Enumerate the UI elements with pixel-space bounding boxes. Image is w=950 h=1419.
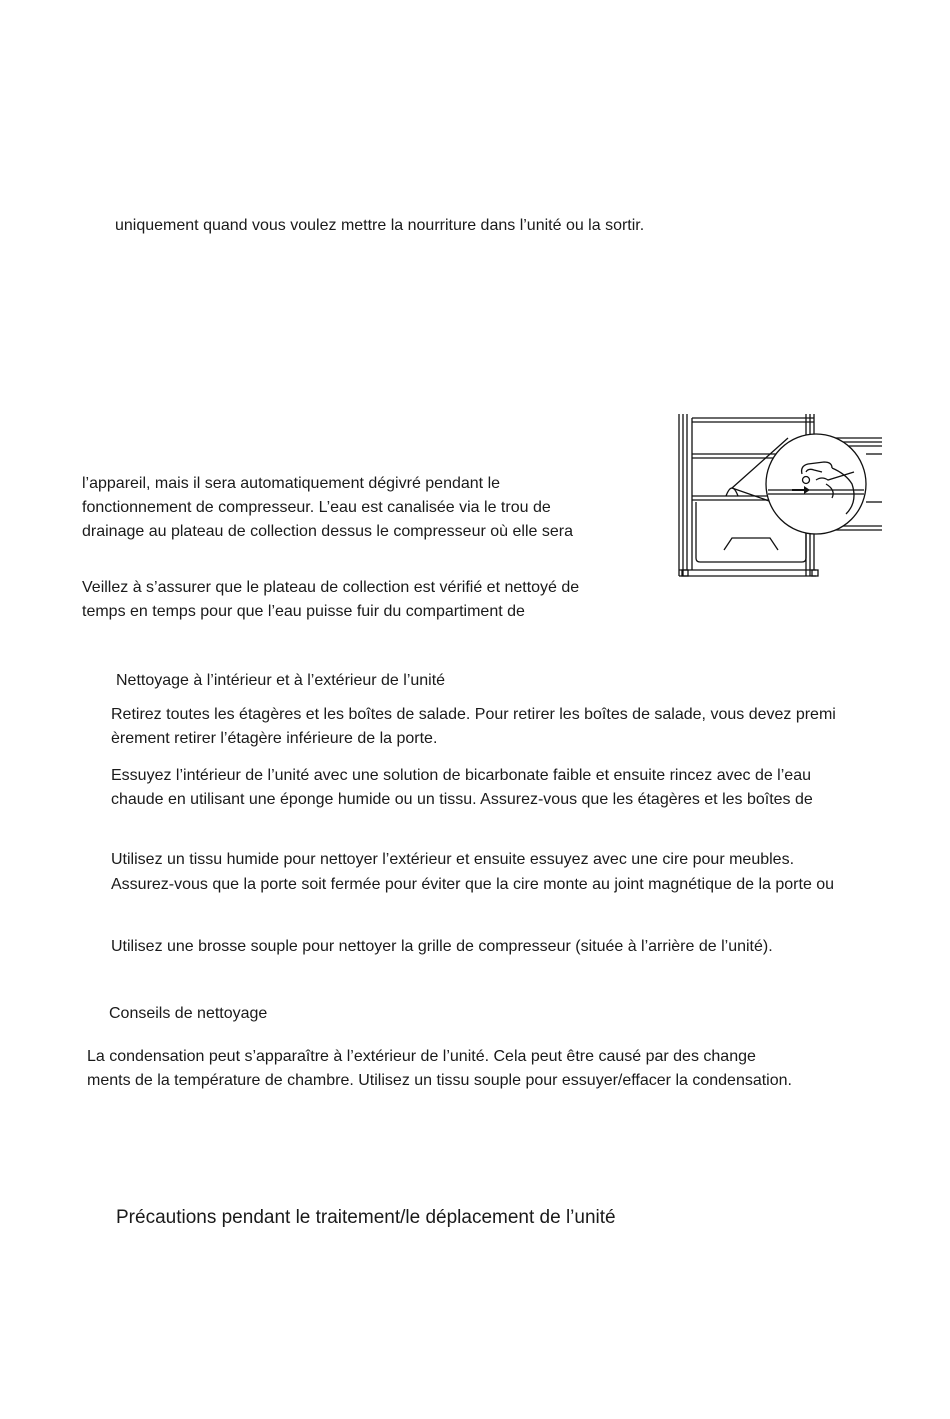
defrost-line: drainage au plateau de collection dessus le compresseur où elle sera	[82, 523, 573, 540]
cleaning-heading: Nettoyage à l’intérieur et à l’extérieur de l’unité	[116, 672, 446, 689]
tips-heading: Conseils de nettoyage	[109, 1005, 268, 1022]
tips-line: ments de la température de chambre. Utilisez un tissu souple pour essuyer/effacer la condensation.	[87, 1072, 792, 1089]
cleaning-item-line: èrement retirer l’étagère inférieure de la porte.	[111, 730, 438, 747]
cleaning-item-line: Retirez toutes les étagères et les boîtes de salade. Pour retirer les boîtes de salade, vous devez premi	[111, 706, 836, 723]
precautions-heading: Précautions pendant le traitement/le déplacement de l’unité	[116, 1207, 616, 1228]
tray-line: temps en temps pour que l’eau puisse fuir du compartiment de	[82, 603, 525, 620]
cleaning-item-line: chaude en utilisant une éponge humide ou un tissu. Assurez-vous que les étagères et les boîtes de	[111, 791, 813, 808]
drain-hole-illustration	[676, 410, 884, 582]
tray-line: Veillez à s’assurer que le plateau de collection est vérifié et nettoyé de	[82, 579, 580, 596]
cleaning-item-line: Utilisez un tissu humide pour nettoyer l’extérieur et ensuite essuyez avec une cire pour meubles.	[111, 851, 795, 868]
cleaning-item-line: Utilisez une brosse souple pour nettoyer la grille de compresseur (située à l’arrière de l’unité).	[111, 938, 773, 955]
cleaning-item-line: Assurez-vous que la porte soit fermée pour éviter que la cire monte au joint magnétique de la porte ou	[111, 876, 835, 893]
cleaning-item-line: Essuyez l’intérieur de l’unité avec une solution de bicarbonate faible et ensuite rincez avec de l’eau	[111, 767, 811, 784]
defrost-line: fonctionnement de compresseur. L’eau est canalisée via le trou de	[82, 499, 551, 516]
paragraph-line: uniquement quand vous voulez mettre la nourriture dans l’unité ou la sortir.	[115, 217, 645, 234]
tips-line: La condensation peut s’apparaître à l’extérieur de l’unité. Cela peut être causé par des change	[87, 1048, 756, 1065]
defrost-line: l’appareil, mais il sera automatiquement dégivré pendant le	[82, 475, 501, 492]
